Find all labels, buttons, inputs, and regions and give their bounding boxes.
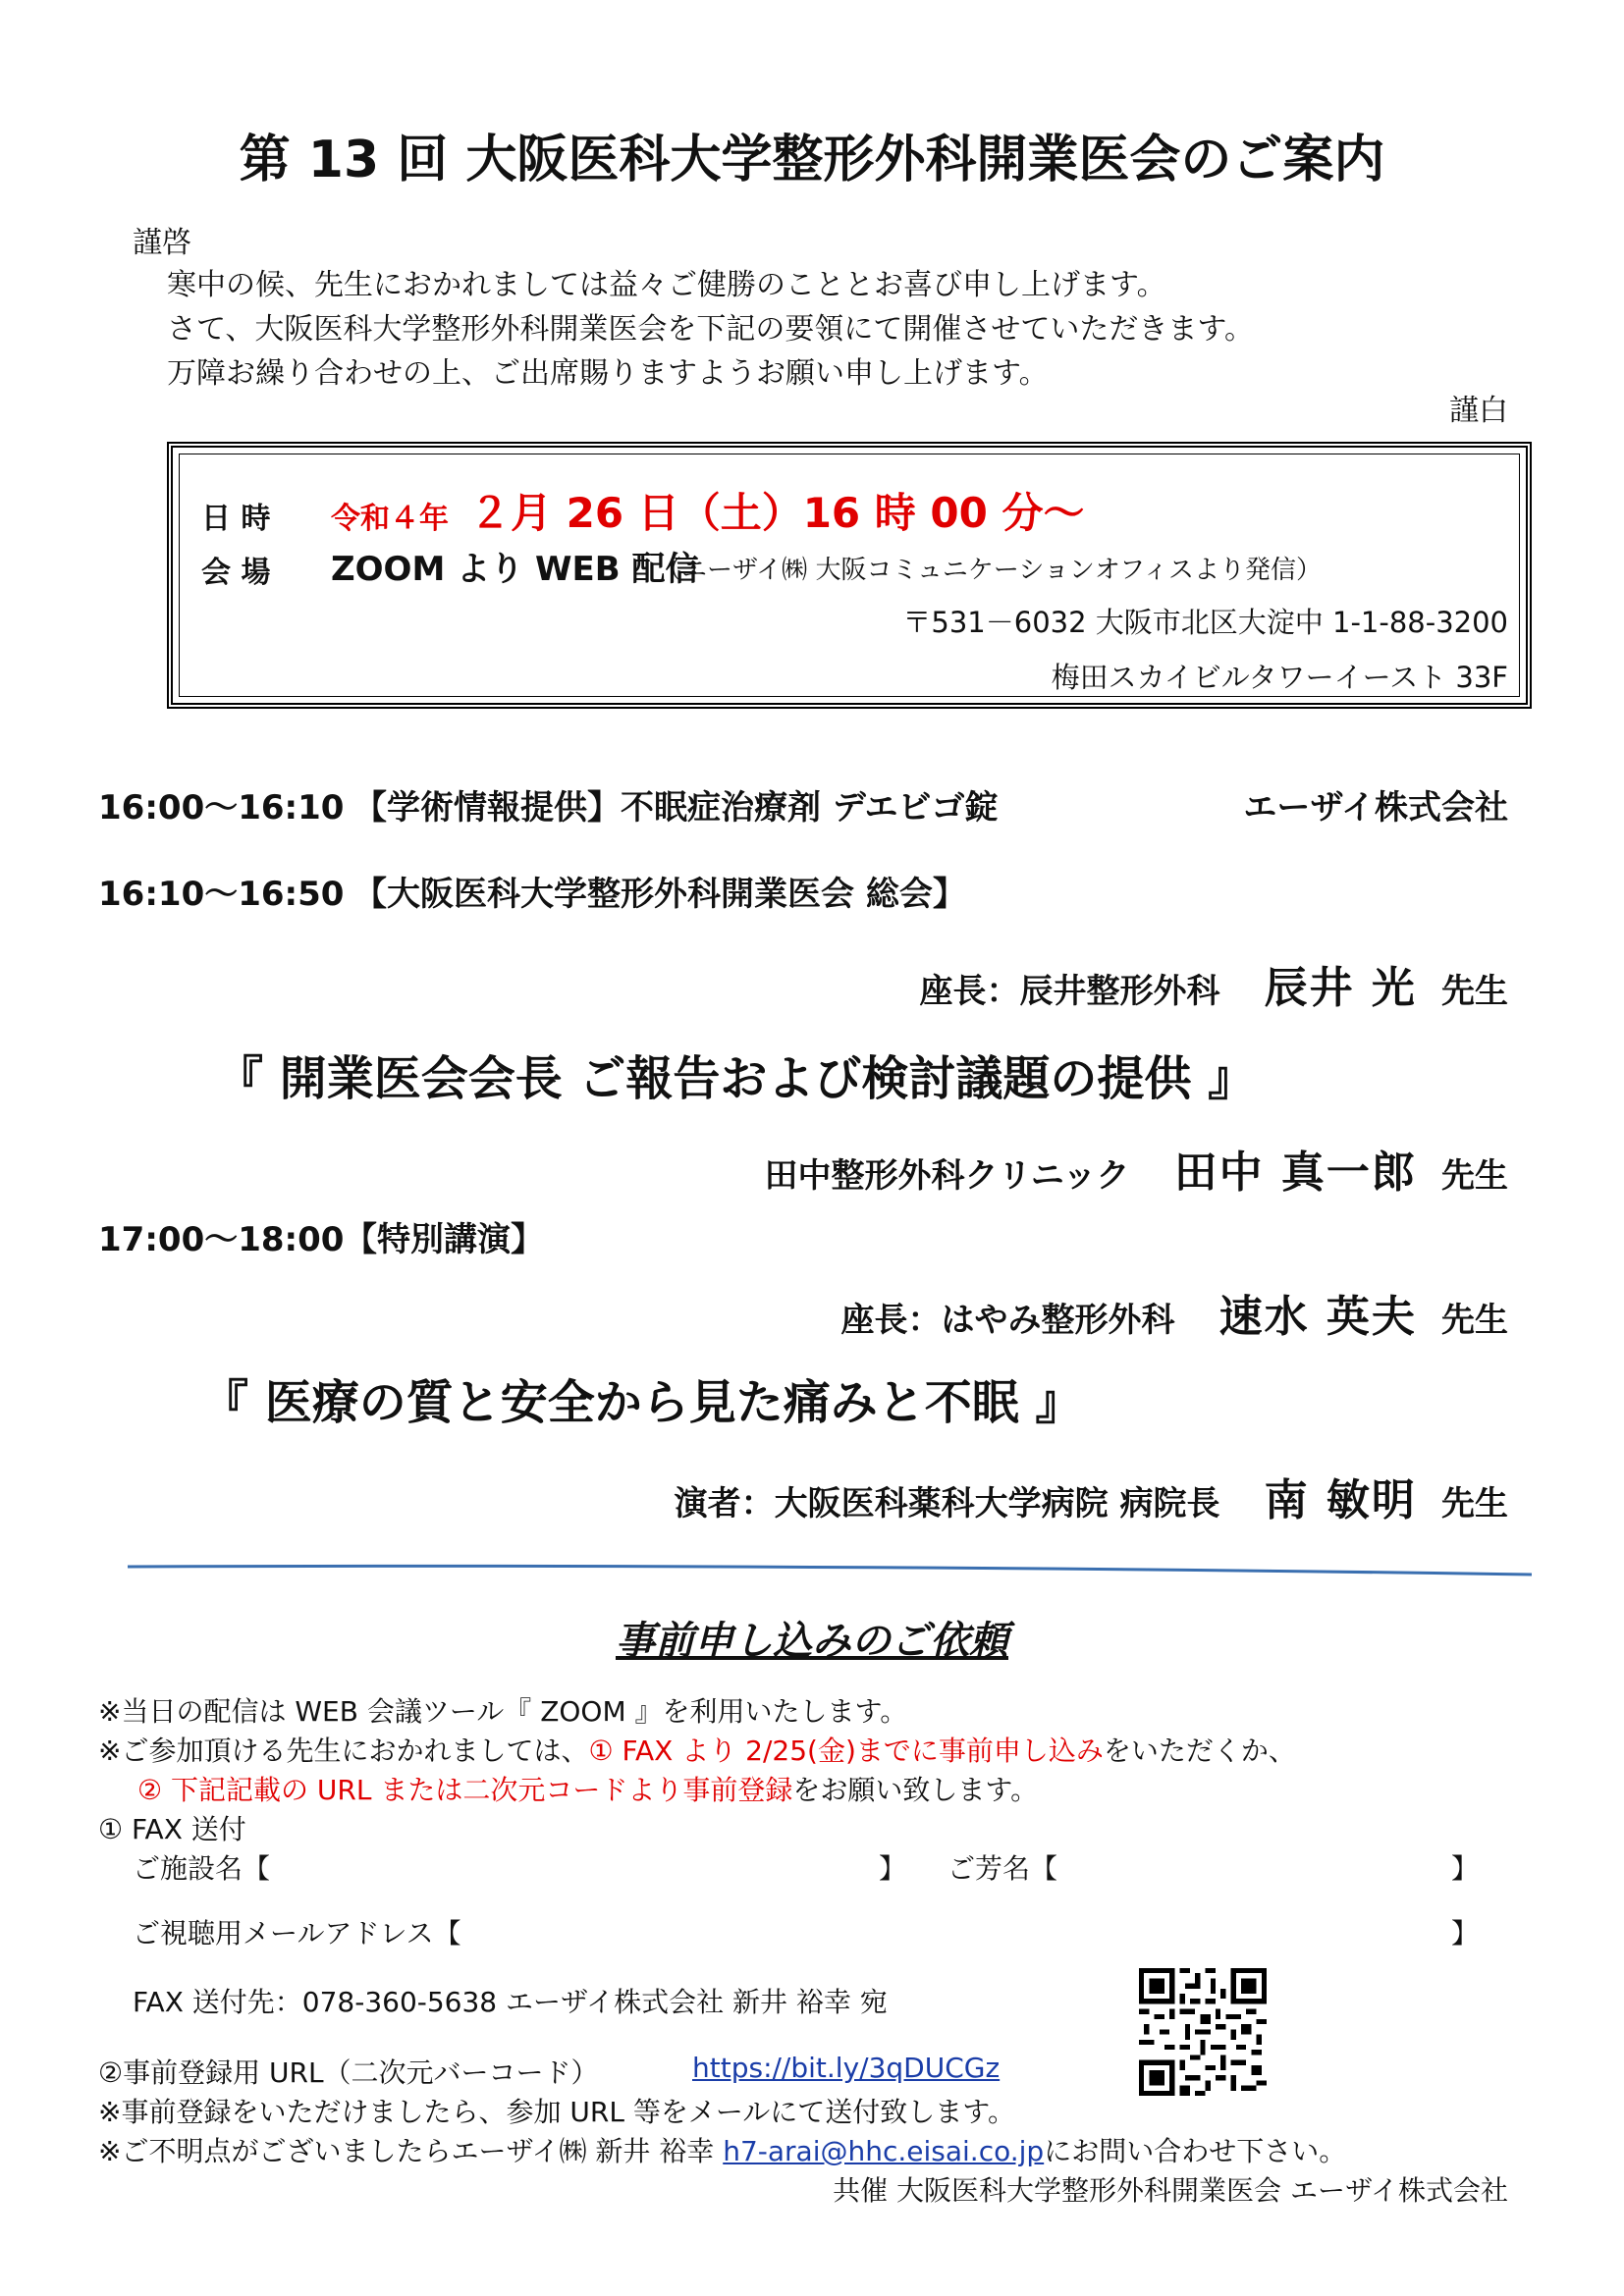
session3-speaker (675, 1465, 1508, 1527)
session2-speaker-affiliation: 田中整形外科クリニック (764, 1156, 1130, 1196)
facility-field-label: ご施設名【 (133, 1852, 271, 1885)
after-registration-note: ※事前登録をいただけましたら、参加 URL 等をメールにて送付致します。 (98, 2096, 1016, 2128)
section-divider (128, 1561, 1532, 1580)
session3-speaker-label: 演者：大阪医科薬科大学病院 病院長 (674, 1484, 1220, 1523)
session3-speaker-name: 南 敏明 (1264, 1475, 1417, 1525)
contact-email-link[interactable]: h7-arai@hhc.eisai.co.jp (723, 2135, 1045, 2167)
fax-destination: FAX 送付先：078-360-5638 エーザイ株式会社 新井 裕幸 宛 (133, 1986, 888, 2018)
lecture-title: 『 医療の質と安全から見た痛みと不眠 』 (201, 1375, 1083, 1430)
greeting-line-3: 万障お繰り合わせの上、ご出席賜りますようお願い申し上げます。 (167, 356, 1049, 391)
session2-title: 【大阪医科大学整形外科開業医会 総会】 (353, 875, 966, 914)
venue-building: 梅田スカイビルタワーイースト 33F (1051, 661, 1508, 694)
session2-chair-label: 座長：辰井整形外科 (919, 972, 1220, 1011)
venue-value: ZOOM より WEB 配信 (331, 550, 699, 589)
note-text: をいただくか、 (1103, 1735, 1296, 1767)
session2-chair-name: 辰井 光 (1264, 963, 1417, 1013)
session3-chair-label: 座長：はやみ整形外科 (840, 1301, 1175, 1340)
session1-time: 16:00～16:10 (98, 788, 345, 828)
contact-note (98, 2130, 1346, 2169)
session3-chair (840, 1281, 1508, 1344)
email-field-label: ご視聴用メールアドレス【 (133, 1917, 461, 1949)
request-note-zoom: ※当日の配信は WEB 会議ツール『 ZOOM 』を利用いたします。 (98, 1695, 908, 1728)
venue-note: （エーザイ㈱ 大阪コミュニケーションオフィスより発信） (656, 556, 1323, 585)
report-title: 『 開業医会会長 ご報告および検討議題の提供 』 (216, 1051, 1256, 1106)
request-note-registration (137, 1769, 1038, 1808)
venue-label: 会 場 (201, 556, 271, 590)
facility-field-close: 】 (879, 1852, 907, 1885)
date-label: 日 時 (201, 502, 271, 536)
registration-url-link[interactable]: https://bit.ly/3qDUCGz (692, 2052, 1001, 2084)
sponsor-line: 共催 大阪医科大学整形外科開業医会 エーザイ株式会社 (833, 2174, 1508, 2207)
honorific: 先生 (1441, 1301, 1508, 1340)
qr-code-icon[interactable] (1139, 1968, 1267, 2096)
email-field-close: 】 (1451, 1917, 1480, 1949)
date-value: ２月 26 日（土）16 時 00 分～ (469, 489, 1085, 537)
honorific: 先生 (1441, 972, 1508, 1011)
contact-text: にお問い合わせ下さい。 (1044, 2135, 1347, 2167)
session2-chair (919, 952, 1508, 1015)
name-field-label: ご芳名【 (947, 1852, 1058, 1885)
honorific: 先生 (1441, 1484, 1508, 1523)
session1-title: 【学術情報提供】不眠症治療剤 デエビゴ錠 (353, 788, 999, 828)
page-title: 第 13 回 大阪医科大学整形外科開業医会のご案内 (239, 131, 1385, 189)
fax-section-heading: ① FAX 送付 (98, 1813, 246, 1845)
greeting-closing: 謹白 (1449, 394, 1508, 428)
greeting-line-1: 寒中の候、先生におかれましては益々ご健勝のこととお喜び申し上げます。 (167, 268, 1166, 302)
request-note-participation (98, 1730, 1296, 1769)
name-field-close: 】 (1451, 1852, 1480, 1885)
url-registration-highlight: ② 下記記載の URL または二次元コードより事前登録 (137, 1774, 793, 1806)
session1-company: エーザイ株式会社 (1243, 788, 1508, 828)
date-prefix: 令和４年 (331, 502, 449, 536)
contact-text: ※ご不明点がございましたらエーザイ㈱ 新井 裕幸 (98, 2135, 715, 2167)
fax-deadline-highlight: ① FAX より 2/25(金)までに事前申し込み (588, 1735, 1104, 1767)
session3-time: 17:00～18:00 (98, 1220, 345, 1259)
session2-speaker (765, 1137, 1508, 1200)
request-heading: 事前申し込みのご依頼 (616, 1619, 1008, 1664)
session2-speaker-name: 田中 真一郎 (1173, 1148, 1417, 1198)
venue-address: 〒531－6032 大阪市北区大淀中 1-1-88-3200 (902, 606, 1508, 639)
note-text: をお願い致します。 (792, 1774, 1039, 1806)
session3-title: 【特別講演】 (344, 1220, 544, 1259)
note-text: ※ご参加頂ける先生におかれましては、 (98, 1735, 589, 1767)
honorific: 先生 (1441, 1156, 1508, 1196)
greeting-line-2: さて、大阪医科大学整形外科開業医会を下記の要領にて開催させていただきます。 (167, 312, 1254, 347)
greeting-opening: 謹啓 (133, 226, 191, 260)
registration-url-label: ②事前登録用 URL（二次元バーコード） (98, 2056, 599, 2089)
session3-chair-name: 速水 英夫 (1218, 1292, 1417, 1342)
session2-time: 16:10～16:50 (98, 875, 345, 914)
